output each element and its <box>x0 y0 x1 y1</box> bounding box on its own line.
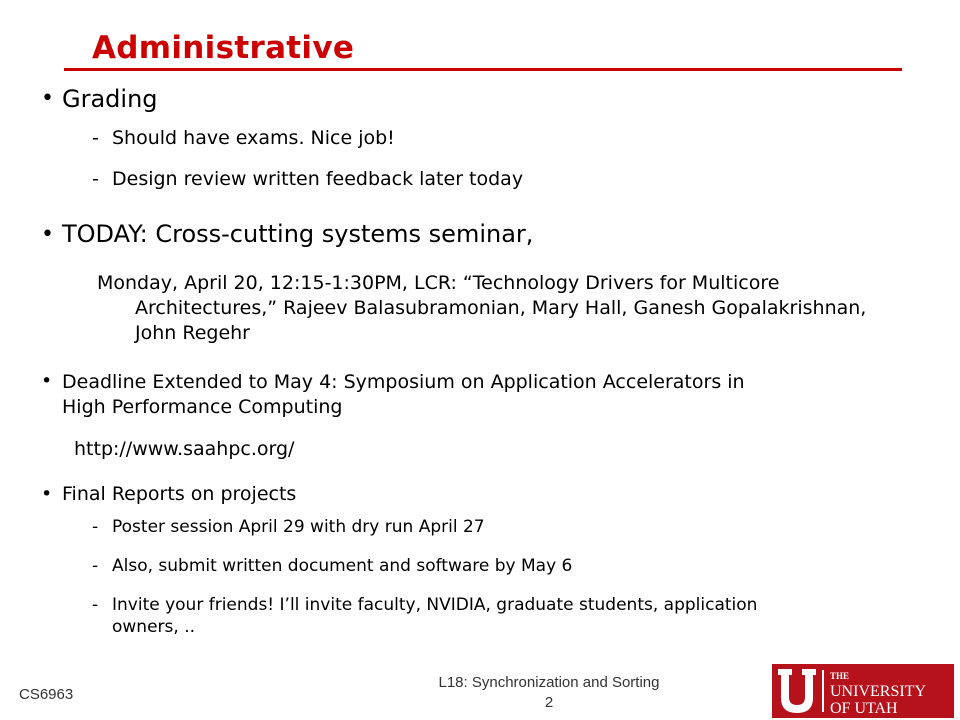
subitem-exams: Should have exams. Nice job! <box>112 127 395 149</box>
subitem-design-review: Design review written feedback later today <box>112 168 524 190</box>
logo-university: UNIVERSITY <box>830 683 926 700</box>
dash-marker: - <box>92 517 99 537</box>
dash-marker: - <box>92 556 99 576</box>
bullet-marker: • <box>41 222 54 247</box>
dash-marker: - <box>92 595 99 615</box>
saahpc-url: http://www.saahpc.org/ <box>74 438 295 460</box>
logo-of-utah: OF UTAH <box>830 700 898 717</box>
bullet-today-seminar: TODAY: Cross-cutting systems seminar, <box>62 220 534 248</box>
subitem-submit-document: Also, submit written document and software by May 6 <box>112 556 573 576</box>
footer-lecture-title: L18: Synchronization and Sorting <box>438 674 660 691</box>
bullet-final-reports: Final Reports on projects <box>62 483 297 505</box>
footer-page-number: 2 <box>544 694 554 711</box>
logo-the: THE <box>830 671 850 681</box>
slide-title: Administrative <box>92 30 355 66</box>
seminar-details: Monday, April 20, 12:15-1:30PM, LCR: “Technology Drivers for Multicore Architectures,” Rajeev Balasubramonian, Mary Hall, Ganesh Gopalakrishnan, John Regehr <box>97 272 867 344</box>
bullet-deadline: Deadline Extended to May 4: Symposium on Application Accelerators in High Performance Computing <box>62 371 745 418</box>
bullet-grading: Grading <box>62 85 158 113</box>
dash-marker: - <box>92 127 99 149</box>
title-underline <box>64 68 902 71</box>
footer-course: CS6963 <box>19 686 74 703</box>
dash-marker: - <box>92 168 99 190</box>
bullet-marker: • <box>41 370 53 392</box>
subitem-invite-friends: Invite your friends! I’ll invite faculty, NVIDIA, graduate students, application owners, .. <box>112 595 758 637</box>
bullet-marker: • <box>41 86 54 111</box>
bullet-marker: • <box>41 483 53 505</box>
university-of-utah-logo <box>772 664 954 718</box>
subitem-poster-session: Poster session April 29 with dry run April 27 <box>112 517 485 537</box>
